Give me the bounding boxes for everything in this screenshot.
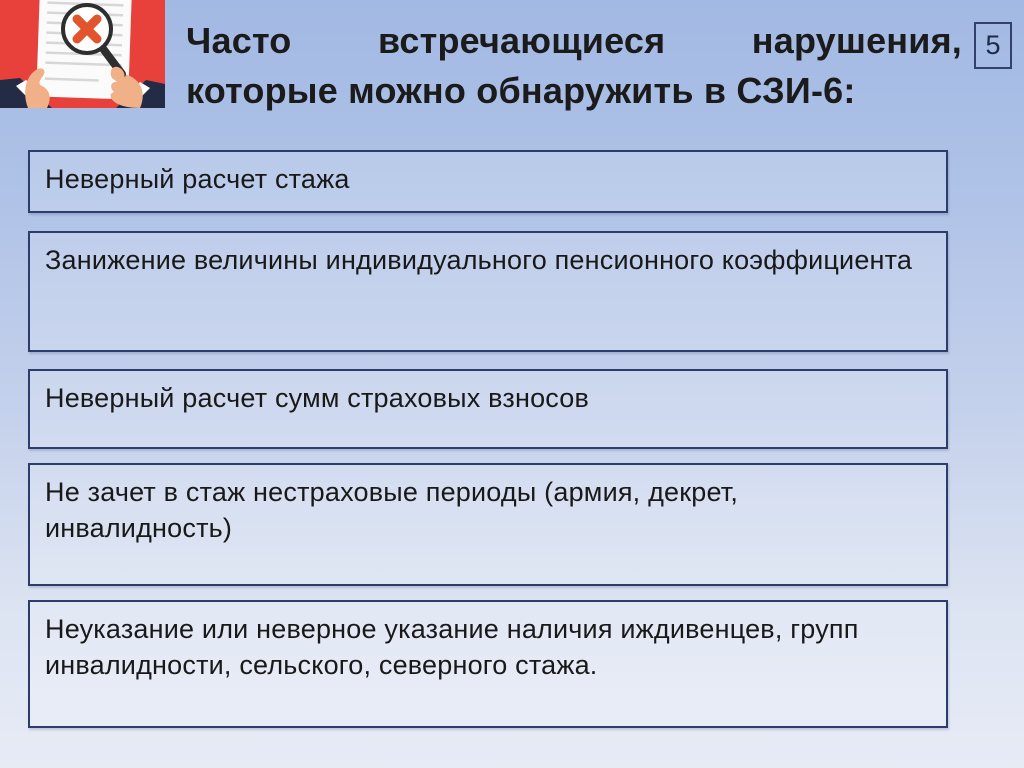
- slide-title-line2: которые можно обнаружить в СЗИ-6:: [186, 69, 856, 111]
- title-word-3: нарушения,: [751, 20, 962, 61]
- slide-title: [186, 16, 962, 115]
- page-number-value: 5: [985, 30, 1001, 60]
- title-word-2: встречающиеся: [377, 20, 666, 61]
- list-item-text: Занижение величины индивидуального пенсионного коэффициента: [45, 245, 913, 275]
- list-item-text: Неверный расчет сумм страховых взносов: [45, 383, 590, 413]
- list-item-text: Не зачет в стаж нестраховые периоды (армия, декрет, инвалидность): [45, 477, 739, 544]
- list-item-box-3: [28, 369, 948, 449]
- slide-title-line1: [186, 16, 962, 66]
- list-item-text: Неуказание или неверное указание наличия иждивенцев, групп инвалидности, сельского, северного стажа.: [45, 614, 859, 681]
- list-item-text: Неверный расчет стажа: [45, 164, 350, 194]
- page-number-badge: [974, 22, 1012, 69]
- list-item-box-4: [28, 463, 948, 586]
- document-error-magnifier-icon: [0, 0, 165, 108]
- list-item-box-2: [28, 231, 948, 352]
- list-item-box-1: [28, 150, 948, 213]
- title-word-1: Часто: [186, 20, 292, 61]
- list-item-box-5: [28, 600, 948, 728]
